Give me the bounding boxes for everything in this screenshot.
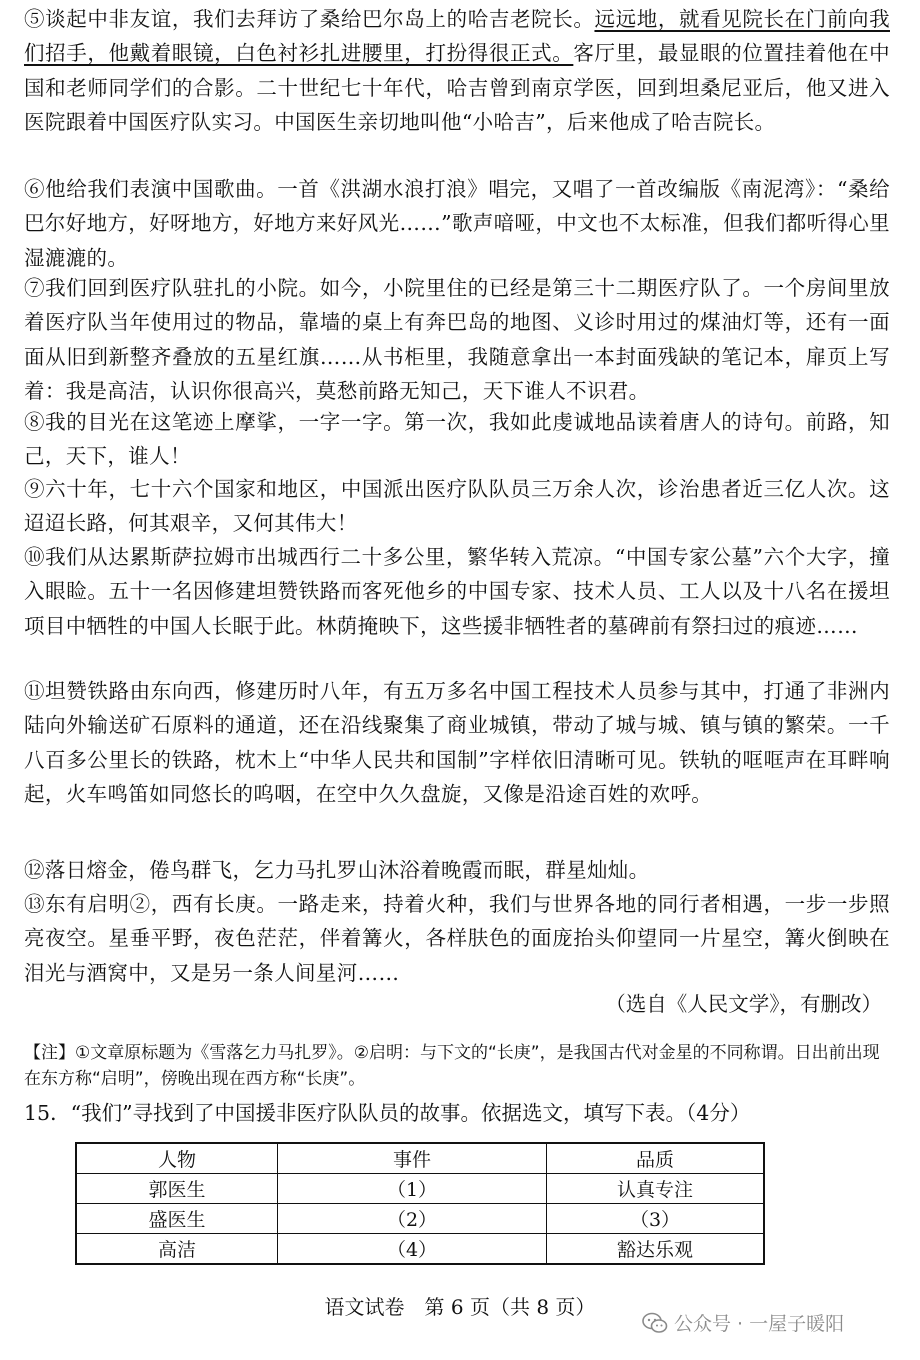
table-cell: （3） (547, 1204, 765, 1234)
header-quality: 品质 (547, 1143, 765, 1174)
paragraph-text: ⑩我们从达累斯萨拉姆市出城西行二十多公里，繁华转入荒凉。“中国专家公墓”六个大字，撞入眼睑。五十一名因修建坦赞铁路而客死他乡的中国专家、技术人员、工人以及十八名在援坦项目中牺牲的中国人长眠于此。林荫掩映下，这些援非牺牲者的墓碑前有祭扫过的痕迹…… (24, 545, 890, 638)
table-cell: 郭医生 (76, 1174, 278, 1204)
underlined-sentence: 远远地，就看见院长在门前向我们招手，他戴着眼镜，白色衬衫扎进腰里，打扮得很正式。 (24, 7, 890, 66)
table-row (76, 1204, 764, 1234)
table-cell: （1） (278, 1174, 547, 1204)
paragraph-7 (24, 271, 890, 408)
watermark-text: 公众号 · 一屋子暖阳 (674, 1313, 845, 1335)
paragraph-text: ⑤谈起中非友谊，我们去拜访了桑给巴尔岛上的哈吉老院长。 (24, 7, 595, 31)
paragraph-8 (24, 405, 890, 474)
paragraph-text: ⑫落日熔金，倦鸟群飞，乞力马扎罗山沐浴着晚霞而眠，群星灿灿。 (24, 858, 650, 882)
paragraph-text: ⑨六十年，七十六个国家和地区，中国派出医疗队队员三万余人次，诊治患者近三亿人次。这迢迢长路，何其艰辛，又何其伟大！ (24, 477, 890, 536)
paragraph-11 (24, 674, 890, 811)
paragraph-9 (24, 472, 890, 541)
paragraph-text: 客厅里，最显眼的位置挂着他在中国和老师同学们的合影。二十世纪七十年代，哈吉曾到南京学医，回到坦桑尼亚后，他又进入医院跟着中国医疗队实习。中国医生亲切地叫他“小哈吉”，后来他成了哈吉院长。 (24, 41, 890, 134)
table-cell: 盛医生 (76, 1204, 278, 1234)
header-event: 事件 (278, 1143, 547, 1174)
header-person: 人物 (76, 1143, 278, 1174)
answer-table (75, 1142, 765, 1265)
table-row (76, 1234, 764, 1265)
paragraph-12 (24, 853, 890, 887)
page-footer: 语文试卷 第 6 页（共 8 页） (324, 1295, 596, 1319)
table-cell: 豁达乐观 (547, 1234, 765, 1265)
watermark (642, 1309, 844, 1336)
table-cell: 认真专注 (547, 1174, 765, 1204)
table-cell: 高洁 (76, 1234, 278, 1265)
paragraph-5 (24, 2, 890, 139)
paragraph-13 (24, 887, 890, 990)
paragraph-text: ⑦我们回到医疗队驻扎的小院。如今，小院里住的已经是第三十二期医疗队了。一个房间里放着医疗队当年使用过的物品，靠墙的桌上有奔巴岛的地图、义诊时用过的煤油灯等，还有一面面从旧到新整齐叠放的五星红旗……从书柜里，我随意拿出一本封面残缺的笔记本，扉页上写着：我是高洁，认识你很高兴，莫愁前路无知己，天下谁人不识君。 (24, 276, 890, 403)
table-row (76, 1174, 764, 1204)
question-15: 15．“我们”寻找到了中国援非医疗队队员的故事。依据选文，填写下表。（4分） (24, 1101, 751, 1125)
table-header-row (76, 1143, 764, 1174)
paragraph-text: ⑪坦赞铁路由东向西，修建历时八年，有五万多名中国工程技术人员参与其中，打通了非洲内陆向外输送矿石原料的通道，还在沿线聚集了商业城镇，带动了城与城、镇与镇的繁荣。一千八百多公里长的铁路，枕木上“中华人民共和国制”字样依旧清晰可见。铁轨的哐哐声在耳畔响起，火车鸣笛如同悠长的呜咽，在空中久久盘旋，又像是沿途百姓的欢呼。 (24, 679, 890, 806)
source-citation: （选自《人民文学》，有删改） (605, 992, 882, 1016)
paragraph-10 (24, 540, 890, 643)
paragraph-text: ⑥他给我们表演中国歌曲。一首《洪湖水浪打浪》唱完，又唱了一首改编版《南泥湾》：“桑给巴尔好地方，好呀地方，好地方来好风光……”歌声喑哑，中文也不太标准，但我们都听得心里湿漉漉的。 (24, 177, 890, 270)
paragraph-6 (24, 172, 890, 275)
paragraph-text: ⑬东有启明②，西有长庚。一路走来，持着火种，我们与世界各地的同行者相遇，一步一步照亮夜空。星垂平野，夜色茫茫，伴着篝火，各样肤色的面庞抬头仰望同一片星空，篝火倒映在泪光与酒窝中，又是另一条人间星河…… (24, 892, 890, 985)
footnote: 【注】①文章原标题为《雪落乞力马扎罗》。②启明：与下文的“长庚”，是我国古代对金星的不同称谓。日出前出现在东方称“启明”，傍晚出现在西方称“长庚”。 (24, 1043, 880, 1089)
table-cell: （4） (278, 1234, 547, 1265)
paragraph-text: ⑧我的目光在这笔迹上摩挲，一字一字。第一次，我如此虔诚地品读着唐人的诗句。前路，知己，天下，谁人！ (24, 410, 890, 469)
table-cell: （2） (278, 1204, 547, 1234)
wechat-icon (642, 1312, 668, 1334)
